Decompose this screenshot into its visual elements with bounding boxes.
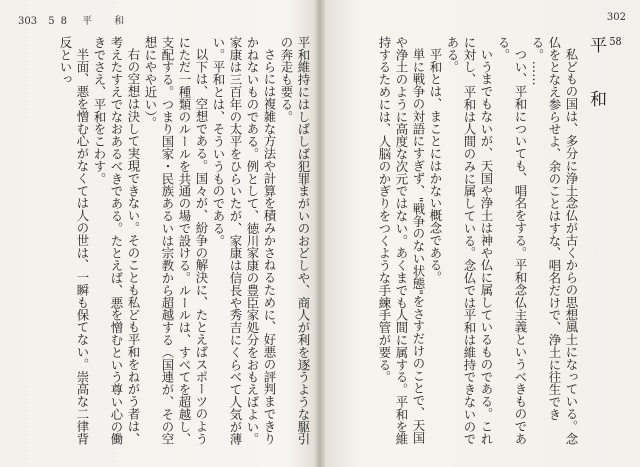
paragraph: 右の空想は決して実現できない。そのことも私ども平和をねがう者は、考えたすえでなおあるべきである。たとえば、悪を憎むという尊い心の働きでさえ、平和をこわす。 [92,36,141,446]
chapter-heading [584,36,622,117]
right-page [320,0,640,467]
right-body-text [340,36,580,456]
paragraph: 単に戦争の対語にすぎず、"戦争のない状態"をさすだけのことで、天国や浄土のように高度な次元ではない。あくまでも人間に属する。平和を維持するためには、人脳のかぎりをつくような手練手管が要る。 [377,36,426,446]
chapter-number: 58 [609,36,622,47]
paragraph: 以下は、空想である。国々が、紛争の解決に、たとえばスポーツのようにただ一種類のルールを共通の場で設ける。ルールは、すべてを超越し、支配する。つまり国家・民族あるいは宗教から超越する（国連が、その空想にやや近い）。 [143,36,209,446]
left-body-text [12,36,312,456]
paragraph: つい、平和についても、唱名をする。平和念仏主義というべきものである。 [496,36,528,446]
paragraph: いうまでもないが、天国や浄土は神や仏に属しているものである。これに対し、平和は人間のみに属している。念仏では平和は維持できないのである。 [445,36,494,446]
running-header [18,12,130,27]
running-title: 58 平 和 [48,16,131,27]
chapter-title: 平 和 [586,36,606,117]
paragraph: 私どもの国は、多分に浄土念仏が古くからの思想風土になっている。念仏をとなえ参らせよ、余のことはすな、唱名だけで、浄土に往生できる。…… [530,36,579,446]
page-number: 303 [18,16,38,27]
paragraph: 平和とは、まことにはかない概念である。 [428,48,443,284]
paragraph: 半面、悪を憎む心がなくては人の世は、一瞬も保てない。崇高な二律背反といっ [58,36,90,446]
page-number: 302 [606,12,626,23]
paragraph: さらには複雑な方法や計算を積みかさねるために、好悪の評判まできりかねないものである。例として、徳川家康の豊臣家処分をおもえばよい。家康は三百年の太平をひらいたが、家康は信長や秀吉にくらべて人気が薄い。平和とは、そういうものである。 [211,36,277,446]
paragraph: 平和維持にはしばしば犯罪まがいのおどしや、商人が利を逐うような駆引の奔走も要る。 [279,36,311,446]
